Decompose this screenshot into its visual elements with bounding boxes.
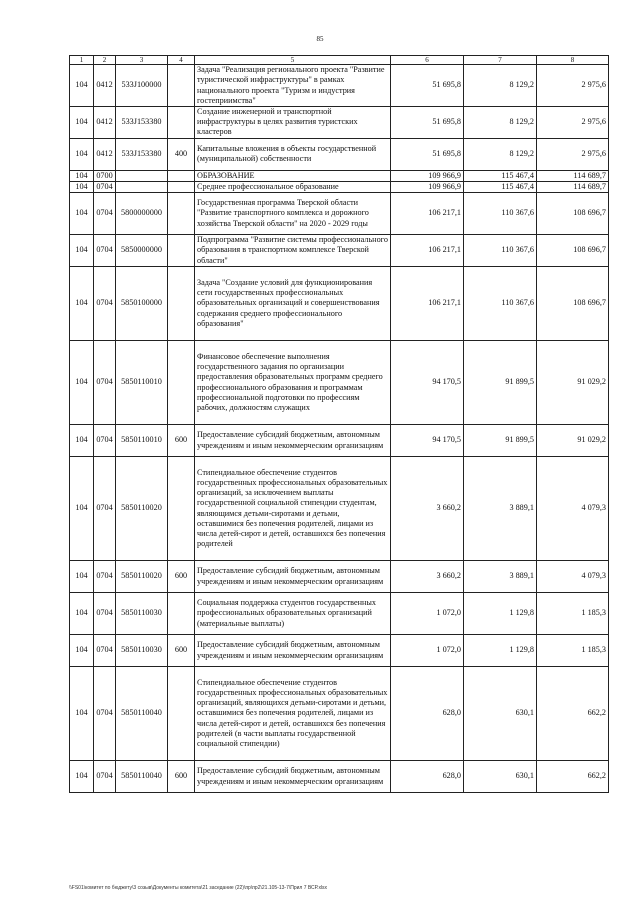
cell-description: Предоставление субсидий бюджетным, автономным учреждениям и иным некоммерческим организациям: [195, 761, 391, 793]
cell-section-code: 0704: [94, 341, 116, 425]
table-row: [70, 635, 609, 667]
cell-section-code: 0412: [94, 107, 116, 139]
cell-amount-year3: 108 696,7: [537, 267, 609, 341]
cell-description: Задача "Создание условий для функционирования сети государственных профессиональных образовательных организаций и совершенствования содержания среднего профессионального образования": [195, 267, 391, 341]
cell-ministry-code: 104: [70, 181, 94, 192]
cell-description: Создание инженерной и транспортной инфраструктуры в целях развития туристских кластеров: [195, 107, 391, 139]
cell-section-code: 0704: [94, 235, 116, 267]
cell-description: ОБРАЗОВАНИЕ: [195, 170, 391, 181]
cell-expense-type: [168, 267, 195, 341]
table-body: [70, 65, 609, 793]
cell-ministry-code: 104: [70, 107, 94, 139]
cell-amount-year2: 115 467,4: [464, 170, 537, 181]
cell-target-article: [116, 181, 168, 192]
cell-amount-year2: 91 899,5: [464, 341, 537, 425]
cell-target-article: 5850110020: [116, 457, 168, 561]
cell-amount-year3: 91 029,2: [537, 341, 609, 425]
table-row: [70, 425, 609, 457]
cell-amount-year3: 114 689,7: [537, 181, 609, 192]
cell-amount-year3: 91 029,2: [537, 425, 609, 457]
table-row: [70, 107, 609, 139]
cell-amount-year3: 2 975,6: [537, 138, 609, 170]
cell-amount-year3: 2 975,6: [537, 107, 609, 139]
cell-section-code: 0412: [94, 65, 116, 107]
cell-amount-year2: 1 129,8: [464, 593, 537, 635]
cell-section-code: 0704: [94, 761, 116, 793]
cell-amount-year1: 628,0: [391, 761, 464, 793]
cell-section-code: 0412: [94, 138, 116, 170]
budget-table: [69, 55, 609, 793]
cell-amount-year1: 106 217,1: [391, 235, 464, 267]
cell-ministry-code: 104: [70, 341, 94, 425]
cell-description: Социальная поддержка студентов государственных профессиональных образовательных организаций (материальные выплаты): [195, 593, 391, 635]
cell-expense-type: 400: [168, 138, 195, 170]
cell-amount-year2: 630,1: [464, 667, 537, 761]
table-row: [70, 65, 609, 107]
cell-ministry-code: 104: [70, 170, 94, 181]
table-row: [70, 667, 609, 761]
cell-amount-year2: 8 129,2: [464, 138, 537, 170]
cell-amount-year3: 4 079,3: [537, 561, 609, 593]
cell-amount-year1: 1 072,0: [391, 635, 464, 667]
cell-amount-year1: 106 217,1: [391, 193, 464, 235]
cell-description: Предоставление субсидий бюджетным, автономным учреждениям и иным некоммерческим организациям: [195, 635, 391, 667]
cell-amount-year1: 51 695,8: [391, 65, 464, 107]
cell-amount-year1: 109 966,9: [391, 170, 464, 181]
table-row: [70, 593, 609, 635]
cell-section-code: 0704: [94, 593, 116, 635]
cell-expense-type: 600: [168, 561, 195, 593]
cell-expense-type: [168, 181, 195, 192]
table-row: [70, 761, 609, 793]
cell-ministry-code: 104: [70, 593, 94, 635]
cell-ministry-code: 104: [70, 761, 94, 793]
cell-ministry-code: 104: [70, 457, 94, 561]
cell-amount-year2: 110 367,6: [464, 267, 537, 341]
cell-amount-year1: 109 966,9: [391, 181, 464, 192]
cell-ministry-code: 104: [70, 425, 94, 457]
cell-description: Стипендиальное обеспечение студентов государственных профессиональных образовательных организаций, за исключением выплаты государственной социальной стипендии студентам, являющимся детьми-сиротами и детьми, оставшимися без попечения родителей, лицами из числа детей-сирот и детей, оставшихся без попечения родителей: [195, 457, 391, 561]
cell-amount-year1: 1 072,0: [391, 593, 464, 635]
cell-target-article: 5850100000: [116, 267, 168, 341]
cell-section-code: 0704: [94, 635, 116, 667]
column-header: 7: [464, 56, 537, 65]
cell-amount-year3: 662,2: [537, 667, 609, 761]
cell-section-code: 0704: [94, 457, 116, 561]
header-row: [70, 56, 609, 65]
cell-description: Подпрограмма "Развитие системы профессионального образования в транспортном комплексе Тверской области": [195, 235, 391, 267]
cell-amount-year1: 51 695,8: [391, 107, 464, 139]
footer-file-path: \\FS01\комитет по бюджету\3 созыв\Документы комитета\21 заседание (22)\пр\пр2\21.105-13-7\Прил 7 ВСР.xlsx: [69, 885, 328, 891]
cell-expense-type: [168, 667, 195, 761]
cell-expense-type: [168, 341, 195, 425]
cell-expense-type: [168, 593, 195, 635]
cell-amount-year1: 94 170,5: [391, 425, 464, 457]
cell-amount-year2: 91 899,5: [464, 425, 537, 457]
cell-description: Предоставление субсидий бюджетным, автономным учреждениям и иным некоммерческим организациям: [195, 425, 391, 457]
cell-target-article: 533J100000: [116, 65, 168, 107]
cell-expense-type: 600: [168, 635, 195, 667]
cell-expense-type: 600: [168, 425, 195, 457]
cell-ministry-code: 104: [70, 193, 94, 235]
cell-description: Финансовое обеспечение выполнения государственного задания по организации предоставления образовательных программ среднего профессионального образования и программам профессиональной подготовки по профессиям рабочих, должностям служащих: [195, 341, 391, 425]
table-row: [70, 457, 609, 561]
cell-ministry-code: 104: [70, 235, 94, 267]
cell-target-article: 5850110030: [116, 593, 168, 635]
cell-ministry-code: 104: [70, 65, 94, 107]
cell-expense-type: [168, 235, 195, 267]
cell-amount-year2: 110 367,6: [464, 193, 537, 235]
column-header: 5: [195, 56, 391, 65]
cell-amount-year3: 108 696,7: [537, 235, 609, 267]
cell-amount-year1: 3 660,2: [391, 561, 464, 593]
cell-amount-year2: 8 129,2: [464, 107, 537, 139]
column-header: 2: [94, 56, 116, 65]
cell-target-article: 5850110030: [116, 635, 168, 667]
cell-section-code: 0704: [94, 193, 116, 235]
cell-ministry-code: 104: [70, 561, 94, 593]
cell-expense-type: 600: [168, 761, 195, 793]
cell-description: Предоставление субсидий бюджетным, автономным учреждениям и иным некоммерческим организациям: [195, 561, 391, 593]
cell-description: Государственная программа Тверской области "Развитие транспортного комплекса и дорожного хозяйства Тверской области" на 2020 - 2029 годы: [195, 193, 391, 235]
cell-target-article: 5850110040: [116, 667, 168, 761]
cell-amount-year2: 3 889,1: [464, 457, 537, 561]
cell-amount-year1: 51 695,8: [391, 138, 464, 170]
cell-ministry-code: 104: [70, 667, 94, 761]
page-number: 85: [316, 35, 324, 43]
cell-amount-year1: 3 660,2: [391, 457, 464, 561]
cell-description: Капитальные вложения в объекты государственной (муниципальной) собственности: [195, 138, 391, 170]
table-row: [70, 138, 609, 170]
cell-expense-type: [168, 107, 195, 139]
cell-section-code: 0700: [94, 170, 116, 181]
cell-expense-type: [168, 193, 195, 235]
column-header: 3: [116, 56, 168, 65]
cell-expense-type: [168, 457, 195, 561]
cell-amount-year1: 628,0: [391, 667, 464, 761]
cell-expense-type: [168, 170, 195, 181]
cell-ministry-code: 104: [70, 138, 94, 170]
table-row: [70, 561, 609, 593]
table-row: [70, 267, 609, 341]
cell-amount-year2: 630,1: [464, 761, 537, 793]
cell-target-article: 5850110040: [116, 761, 168, 793]
cell-target-article: 5850110020: [116, 561, 168, 593]
cell-amount-year3: 2 975,6: [537, 65, 609, 107]
cell-section-code: 0704: [94, 667, 116, 761]
cell-target-article: 5800000000: [116, 193, 168, 235]
cell-ministry-code: 104: [70, 635, 94, 667]
cell-amount-year3: 1 185,3: [537, 635, 609, 667]
cell-amount-year2: 110 367,6: [464, 235, 537, 267]
cell-target-article: 533J153380: [116, 107, 168, 139]
table-row: [70, 235, 609, 267]
column-header: 4: [168, 56, 195, 65]
cell-amount-year1: 106 217,1: [391, 267, 464, 341]
cell-target-article: 5850110010: [116, 341, 168, 425]
cell-section-code: 0704: [94, 267, 116, 341]
cell-section-code: 0704: [94, 181, 116, 192]
cell-amount-year2: 3 889,1: [464, 561, 537, 593]
cell-section-code: 0704: [94, 561, 116, 593]
cell-expense-type: [168, 65, 195, 107]
cell-section-code: 0704: [94, 425, 116, 457]
table-row: [70, 181, 609, 192]
cell-amount-year3: 108 696,7: [537, 193, 609, 235]
cell-amount-year3: 114 689,7: [537, 170, 609, 181]
cell-target-article: 5850110010: [116, 425, 168, 457]
cell-target-article: 533J153380: [116, 138, 168, 170]
cell-amount-year3: 662,2: [537, 761, 609, 793]
cell-amount-year3: 4 079,3: [537, 457, 609, 561]
table-row: [70, 170, 609, 181]
cell-amount-year2: 1 129,8: [464, 635, 537, 667]
table-row: [70, 193, 609, 235]
cell-description: Задача "Реализация регионального проекта "Развитие туристической инфраструктуры" в рамках национального проекта "Туризм и индустрия гостеприимства": [195, 65, 391, 107]
cell-description: Среднее профессиональное образование: [195, 181, 391, 192]
cell-amount-year3: 1 185,3: [537, 593, 609, 635]
table-row: [70, 341, 609, 425]
cell-target-article: 5850000000: [116, 235, 168, 267]
cell-ministry-code: 104: [70, 267, 94, 341]
cell-amount-year1: 94 170,5: [391, 341, 464, 425]
column-header: 8: [537, 56, 609, 65]
cell-amount-year2: 115 467,4: [464, 181, 537, 192]
column-header: 6: [391, 56, 464, 65]
cell-target-article: [116, 170, 168, 181]
cell-description: Стипендиальное обеспечение студентов государственных профессиональных образовательных организаций, являющихся детьми-сиротами и детьми, оставшимися без попечения родителей, лицами из числа детей-сирот и детей, оставшихся без попечения родителей (в части выплаты государственной социальной стипендии): [195, 667, 391, 761]
cell-amount-year2: 8 129,2: [464, 65, 537, 107]
column-header: 1: [70, 56, 94, 65]
